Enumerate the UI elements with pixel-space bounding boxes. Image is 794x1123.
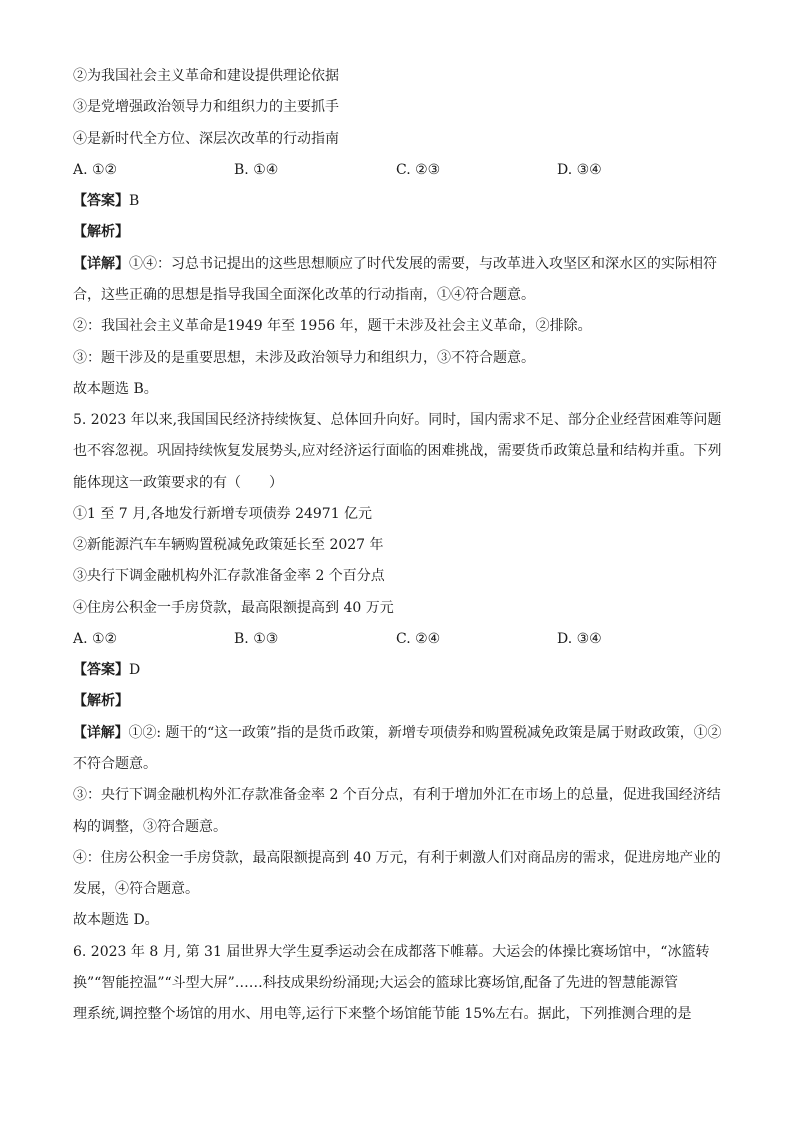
q5-answer	[73, 660, 140, 680]
detail-text: ①②: 题干的“这一政策”指的是货币政策，新增专项债券和购置税减免政策是属于财政政策，①②	[128, 725, 722, 741]
q5-analysis-label: 【解析】	[73, 693, 129, 709]
q4-detail-5: 故本题选 B。	[73, 381, 158, 397]
q5-detail-7: 故本题选 D。	[73, 912, 159, 928]
q5-stem-2: 也不容忽视。巩固持续恢复发展势头,应对经济运行面临的困难挑战，需要货币政策总量和结构并重。下列	[73, 443, 722, 459]
q5-detail-1	[73, 723, 721, 743]
q5-option-b: B. ①③	[234, 631, 279, 647]
q6-stem-3: 理系统,调控整个场馆的用水、用电等,运行下来整个场馆能节能 15%左右。据此，下列推测合理的是	[73, 1006, 692, 1022]
q4-item-3: ③是党增强政治领导力和组织力的主要抓手	[73, 99, 339, 115]
q5-detail-2: 不符合题意。	[73, 756, 157, 772]
q4-option-a: A. ①②	[73, 162, 118, 178]
q5-stem-1: 5. 2023 年以来,我国国民经济持续恢复、总体回升向好。同时，国内需求不足、部分企业经营困难等问题	[73, 412, 722, 428]
answer-value: D	[129, 662, 141, 678]
q4-item-4: ④是新时代全方位、深层次改革的行动指南	[73, 131, 339, 147]
q5-detail-5: ④：住房公积金一手房贷款，最高限额提高到 40 万元，有利于刺激人们对商品房的需求，促进房地产业的	[73, 850, 721, 866]
q5-option-d: D. ③④	[557, 631, 602, 647]
q4-option-d: D. ③④	[557, 162, 602, 178]
q5-option-a: A. ①②	[73, 631, 118, 647]
q4-detail-2: 合，这些正确的思想是指导我国全面深化改革的行动指南，①④符合题意。	[73, 287, 535, 303]
detail-text: ①④：习总书记提出的这些思想顺应了时代发展的需要，与改革进入攻坚区和深水区的实际相符	[129, 256, 717, 272]
q6-stem-1: 6. 2023 年 8 月, 第 31 届世界大学生夏季运动会在成都落下帷幕。大运会的体操比赛场馆中，“冰篮转	[73, 944, 710, 960]
q4-detail-4: ③：题干涉及的是重要思想，未涉及政治领导力和组织力，③不符合题意。	[73, 350, 535, 366]
q4-item-2: ②为我国社会主义革命和建设提供理论依据	[73, 68, 339, 84]
q4-analysis-label: 【解析】	[73, 224, 129, 240]
q5-option-c: C. ②④	[396, 631, 441, 647]
q5-item-3: ③央行下调金融机构外汇存款准备金率 2 个百分点	[73, 568, 385, 584]
q5-item-1: ①1 至 7 月,各地发行新增专项债券 24971 亿元	[73, 506, 373, 522]
answer-value: B	[129, 193, 140, 209]
detail-label: 【详解】	[73, 256, 129, 272]
q6-stem-2: 换”“智能控温”“斗型大屏”……科技成果纷纷涌现;大运会的篮球比赛场馆,配备了先进的智慧能源管	[73, 975, 678, 991]
q4-detail-3: ②：我国社会主义革命是1949 年至 1956 年，题干未涉及社会主义革命，②排除。	[73, 318, 592, 334]
q5-item-2: ②新能源汽车车辆购置税减免政策延长至 2027 年	[73, 537, 384, 553]
q4-answer	[73, 191, 139, 211]
answer-label: 【答案】	[73, 193, 129, 209]
q5-item-4: ④住房公积金一手房贷款，最高限额提高到 40 万元	[73, 600, 394, 616]
q5-detail-6: 发展，④符合题意。	[73, 881, 199, 897]
q5-detail-4: 构的调整，③符合题意。	[73, 819, 227, 835]
q4-option-b: B. ①④	[234, 162, 279, 178]
q5-detail-3: ③：央行下调金融机构外汇存款准备金率 2 个百分点，有利于增加外汇在市场上的总量，促进我国经济结	[73, 787, 721, 803]
detail-label: 【详解】	[73, 725, 129, 741]
q4-option-c: C. ②③	[396, 162, 441, 178]
answer-label: 【答案】	[73, 662, 129, 678]
q5-stem-3: 能体现这一政策要求的有（ ）	[73, 475, 283, 491]
q4-detail-1	[73, 254, 717, 274]
